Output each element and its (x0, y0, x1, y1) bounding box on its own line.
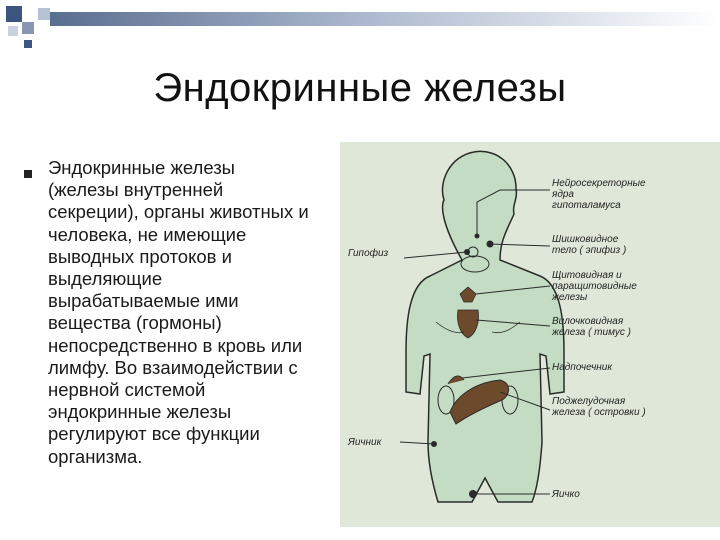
bullet-marker (24, 170, 32, 178)
label-nadpochechnik: Надпочечник (552, 362, 613, 373)
deco-square (24, 40, 32, 48)
body-line: непосредственно в кровь или (48, 334, 303, 356)
body-line: регулируют все функции (48, 423, 260, 445)
label-neuro: гипоталамуса (552, 200, 621, 211)
label-neuro: Нейросекреторные (552, 178, 646, 189)
body-line: вырабатываемые ими (48, 290, 239, 312)
label-vilochkovidnaya: железа ( тимус ) (552, 327, 631, 338)
slide-title: Эндокринные железы (153, 66, 567, 110)
body-line: секреции), органы животных и (48, 201, 309, 223)
label-shchitovidnaya: железы (552, 292, 588, 303)
label-podzheludochnaya: Поджелудочная (552, 396, 626, 407)
body-line: выделяющие (48, 268, 163, 290)
label-shchitovidnaya: Щитовидная и (552, 270, 622, 281)
body-line: Эндокринные железы (48, 157, 235, 178)
figure-svg (340, 142, 720, 527)
body-line: нервной системой (48, 379, 206, 401)
endocrine-figure (340, 142, 720, 527)
label-shishkovidnoe: тело ( эпифиз ) (552, 245, 627, 256)
deco-square (22, 22, 34, 34)
label-neuro: ядра (552, 189, 574, 200)
label-shishkovidnoe: Шишковидное (552, 234, 619, 245)
header-band (50, 12, 720, 26)
body-line: эндокринные железы (48, 401, 232, 423)
body-line: вещества (гормоны) (48, 312, 222, 334)
testis (469, 490, 477, 498)
deco-square (38, 8, 50, 20)
body-line: лимфу. Во взаимодействии с (48, 356, 298, 378)
deco-square (6, 6, 22, 22)
label-gipofiz: Гипофиз (348, 248, 389, 259)
body-text (48, 157, 348, 468)
label-podzheludochnaya: железа ( островки ) (552, 407, 646, 418)
body-line: организма. (48, 445, 143, 467)
decoration (0, 0, 720, 60)
deco-square (8, 26, 18, 36)
label-vilochkovidnaya: Вилочковидная (552, 316, 624, 327)
body-line: человека, не имеющие (48, 223, 247, 245)
body-line: выводных протоков и (48, 245, 232, 267)
label-shchitovidnaya: паращитовидные (552, 281, 637, 292)
label-yaichnik: Яичник (348, 437, 382, 448)
label-yaichko: Яичко (552, 489, 580, 500)
body-line: (железы внутренней (48, 179, 224, 201)
